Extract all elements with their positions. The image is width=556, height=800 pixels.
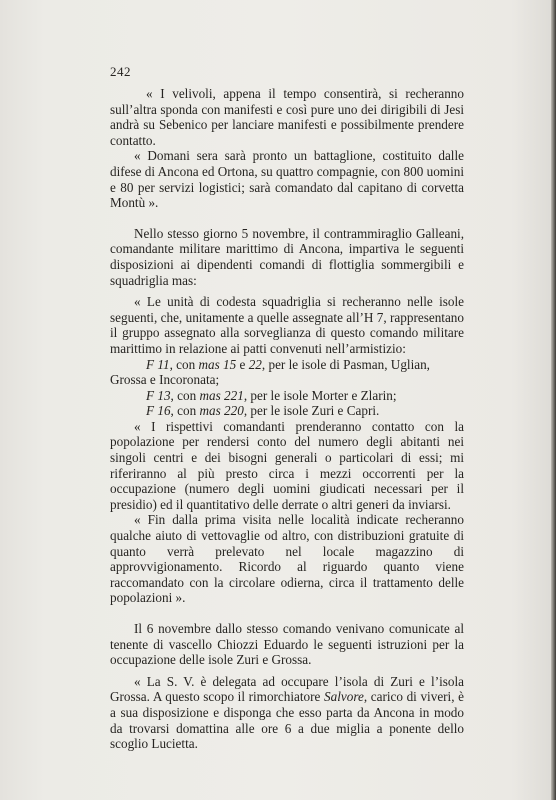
paragraph-squadriglia	[110, 294, 464, 356]
mas-f13: mas 221	[199, 387, 244, 403]
delega-text-after: , carico di viveri, è a sua disposizione e disponga che esso parta da Ancona in modo da trovarsi domattina alle ore 6 a due miglia a ponente dello scoglio Lucietta.	[110, 689, 464, 752]
assignment-line-f16	[110, 403, 464, 419]
paragraph-delega	[110, 674, 464, 752]
assignment-line-f11	[110, 357, 464, 388]
assignment-f13-rest: , per le isole Morter e Zlarin;	[243, 387, 397, 403]
assignment-f11-connector-2: e	[236, 356, 249, 372]
mas2-f11: 22	[248, 356, 262, 372]
page-number: 242	[110, 64, 131, 79]
squadriglia-text: « Le unità di codesta squadriglia si recheranno nelle isole seguenti, che, unitamente a quelle assegnate all’H 7, rappresentano il gruppo assegnato alla sorveglianza di questo comando militare marittimo in relazione ai patti convenuti nell’armistizio:	[110, 294, 464, 356]
page-edge-shadow	[551, 0, 556, 800]
assignment-f16-rest: , per le isole Zuri e Capri.	[243, 403, 380, 419]
paragraph-vettovaglie: « Fin dalla prima visita nelle località indicate recheranno qualche aiuto di vettovaglie od altro, con distribuzioni gratuite di quanto verrà prelevato nel locale magazzino di approvvigionamento. Ricordo al riguardo quanto viene raccomandato con la circolare odierna, circa il trattamento delle popolazioni ».	[110, 512, 464, 606]
paragraph-velivoli: « I velivoli, appena il tempo consentirà, si recheranno sull’altra sponda con manifesti e così pure uno dei dirigibili di Jesi andrà su Sebenico per lanciare manifesti e possibilmente prendere contatto.	[110, 86, 464, 148]
assignment-f11-connector: , con	[169, 356, 199, 372]
unit-f11: F 11	[146, 356, 170, 372]
paragraph-battaglione: « Domani sera sarà pronto un battaglione, costituito dalle difese di Ancona ed Ortona, su quattro compagnie, con 800 uomini e 80 per servizi logistici; sarà comandato dal capitano di corvetta Montù ».	[110, 148, 464, 211]
ship-name: Salvore	[324, 689, 364, 705]
mas-f16: mas 220	[199, 403, 244, 419]
mas-f11: mas 15	[198, 356, 237, 372]
assignment-line-f13	[110, 388, 464, 404]
delega-text-before: « La S. V. è delegata ad occupare l’isola di Zuri e l’isola Grossa. A questo scopo il rimorchiatore	[110, 673, 464, 705]
paragraph-galleani: Nello stesso giorno 5 novembre, il contrammiraglio Galleani, comandante militare marittimo di Ancona, impartiva le seguenti disposizioni ai dipendenti comandi di flottiglia sommergibili e squadriglia mas:	[110, 225, 464, 288]
assignment-f16-connector: , con	[170, 403, 200, 419]
unit-f16: F 16	[146, 403, 171, 419]
assignment-f13-connector: , con	[170, 387, 200, 403]
unit-f13: F 13	[146, 387, 171, 403]
assignment-f11-rest: , per le isole di Pasman, Uglian, Grossa e Incoronata;	[110, 356, 430, 388]
paragraph-comandanti: « I rispettivi comandanti prenderanno contatto con la popolazione per rendersi conto del numero degli abitanti nei singoli centri e dei bisogni generali o particolari di essi; mi riferiranno al più presto circa i mezzi occorrenti per la occupazione (numero degli uomini giudicati necessari per il presidio) ed il quantitativo delle derrate o altri generi da inviarsi.	[110, 418, 464, 512]
document-body	[110, 86, 464, 752]
paragraph-chiozzi: Il 6 novembre dallo stesso comando venivano comunicate al tenente di vascello Chiozzi Eduardo le seguenti istruzioni per la occupazione delle isole Zuri e Grossa.	[110, 621, 464, 668]
